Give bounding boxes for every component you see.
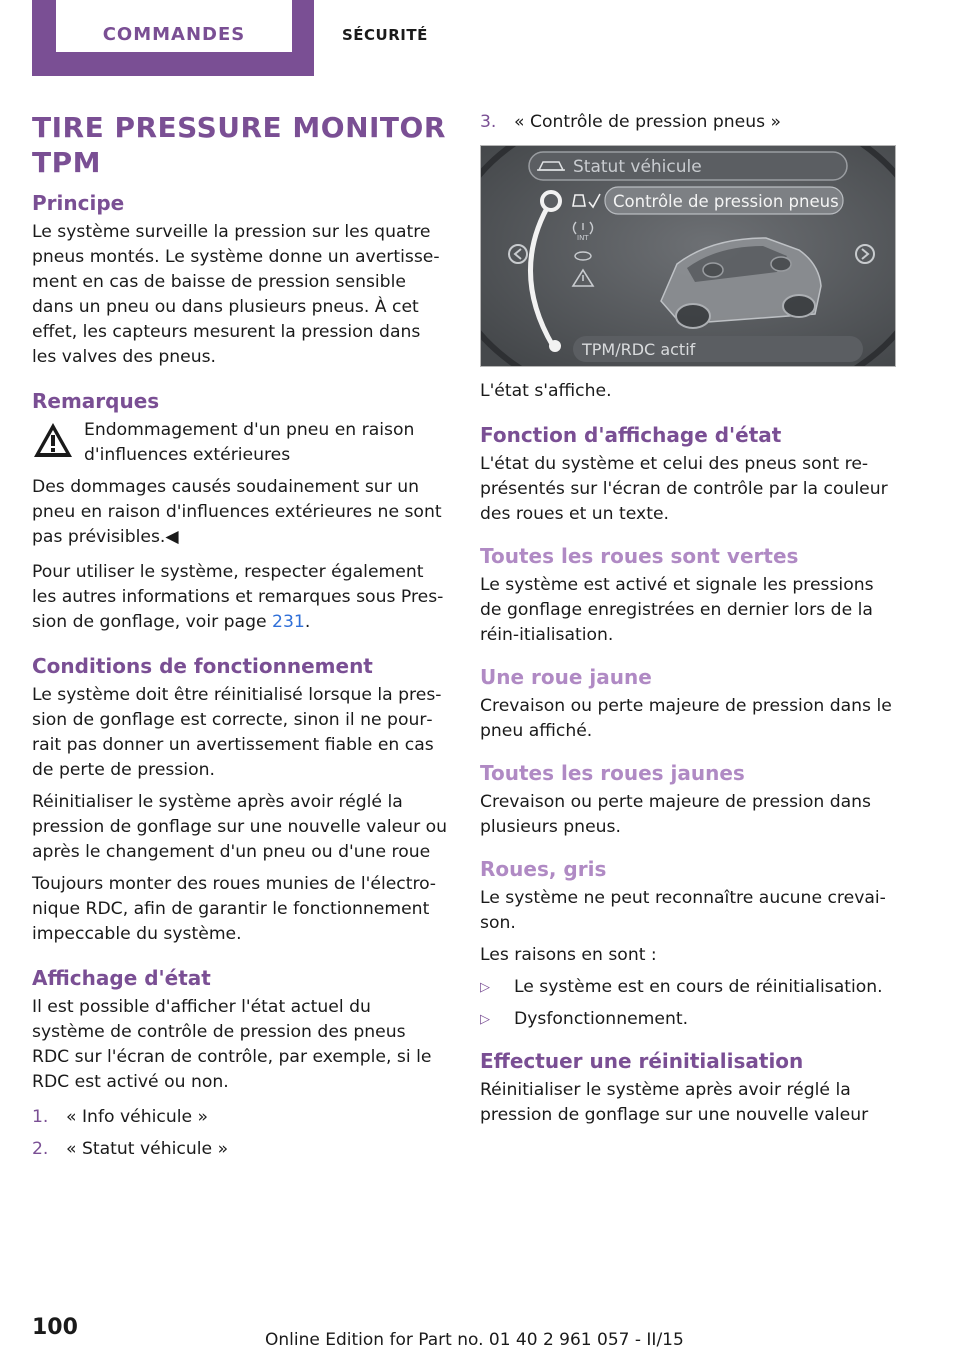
- affichage-paragraph: Il est possible d'afficher l'état actuel du système de contrôle de pression des pneus RDC sur l'écran de contrôle, par exemple, si le RDC est activé ou non.: [32, 997, 432, 1092]
- step-number: 2.: [32, 1139, 49, 1159]
- control-display-graphic: [481, 146, 895, 366]
- step-text: « Contrôle de pression pneus »: [514, 112, 782, 132]
- conditions-paragraph-2: Réinitialiser le système après avoir réglé la pression de gonflage sur une nouvelle valeur ou après le changement d'un pneu ou d'une roue: [32, 792, 448, 862]
- control-display-screenshot: [480, 145, 896, 367]
- right-column: [480, 110, 896, 1135]
- principe-heading: Principe: [32, 191, 125, 215]
- jaune-paragraph: Crevaison ou perte majeure de pression dans le pneu affiché.: [480, 696, 892, 741]
- reinit-heading: Effectuer une réinitialisation: [480, 1049, 804, 1073]
- step-number: 3.: [480, 112, 497, 132]
- gris-heading: Roues, gris: [480, 857, 607, 881]
- jaune-heading: Une roue jaune: [480, 665, 652, 689]
- principe-text: Le système surveille la pression sur les quatre pneus montés. Le système donne un avertisse‐ment en cas de baisse de pression sensible dans un pneu ou dans plusieurs pneus. À cet effet, les capteurs mesurent la pression dans les valves des pneus.: [32, 222, 440, 367]
- fonction-paragraph: L'état du système et celui des pneus sont re‐présentés sur l'écran de contrôle par la couleur des roues et un texte.: [480, 454, 888, 524]
- vertes-heading: Toutes les roues sont vertes: [480, 544, 799, 568]
- header-tab-commandes: [32, 0, 314, 76]
- bullet-triangle-icon: ▷: [480, 980, 490, 995]
- warning-triangle-icon: [32, 420, 74, 460]
- steps-list-continued: [480, 110, 896, 135]
- remarques-paragraph-2: [32, 560, 448, 635]
- left-column: [32, 110, 448, 1169]
- warning-text: Endommagement d'un pneu en raison d'influences extérieures: [84, 420, 415, 465]
- gris-paragraph-2: Les raisons en sont :: [480, 945, 657, 965]
- conditions-paragraph-3: Toujours monter des roues munies de l'électro‐nique RDC, afin de garantir le fonctionnement impeccable du système.: [32, 874, 436, 944]
- vertes-paragraph: Le système est activé et signale les pressions de gonflage enregistrées en dernier lors de la réin‐itialisation.: [480, 575, 874, 645]
- svg-text:INT: INT: [577, 234, 589, 242]
- conditions-heading: Conditions de fonctionnement: [32, 654, 373, 678]
- affichage-heading: Affichage d'état: [32, 966, 211, 990]
- remarques-paragraph-2-end: .: [304, 612, 311, 632]
- remarques-heading: Remarques: [32, 389, 160, 413]
- page-title-line1: TIRE PRESSURE MONITOR: [32, 111, 446, 144]
- page-link-231[interactable]: 231: [272, 612, 305, 632]
- page-title-line2: TPM: [32, 146, 101, 179]
- bullet-triangle-icon: ▷: [480, 1012, 490, 1027]
- edition-text: Online Edition for Part no. 01 40 2 961 057 - II/15: [265, 1330, 684, 1350]
- step-number: 1.: [32, 1107, 49, 1127]
- screen-menu-selected: Contrôle de pression pneus: [613, 192, 839, 211]
- reason-text: Le système est en cours de réinitialisation.: [514, 977, 883, 997]
- conditions-paragraph-1: Le système doit être réinitialisé lorsque la pres‐sion de gonflage est correcte, sinon il ne pour‐rait pas donner un avertissement fiable en cas de perte de pression.: [32, 685, 442, 780]
- screen-status-text: TPM/RDC actif: [582, 340, 696, 359]
- steps-list: [32, 1105, 448, 1162]
- list-item: [32, 1105, 448, 1130]
- remarques-paragraph-2-text: Pour utiliser le système, respecter également les autres informations et remarques sous Pres‐sion de gonflage, voir page: [32, 562, 444, 632]
- reinit-paragraph: Réinitialiser le système après avoir réglé la pression de gonflage sur une nouvelle valeur: [480, 1080, 869, 1125]
- step-text: « Statut véhicule »: [66, 1139, 229, 1159]
- remarques-paragraph-1: Des dommages causés soudainement sur un pneu en raison d'influences extérieures ne sont pas prévisibles.◀: [32, 477, 442, 547]
- reasons-list: [480, 975, 896, 1032]
- reason-text: Dysfonctionnement.: [514, 1009, 689, 1029]
- page-number: 100: [32, 1315, 78, 1340]
- header-tab-commandes-label: COMMANDES: [102, 24, 246, 45]
- jaunes-paragraph: Crevaison ou perte majeure de pression dans plusieurs pneus.: [480, 792, 871, 837]
- list-item: [32, 1137, 448, 1162]
- fonction-heading: Fonction d'affichage d'état: [480, 423, 782, 447]
- list-item: [480, 1007, 896, 1032]
- etat-text: L'état s'affiche.: [480, 381, 612, 401]
- jaunes-heading: Toutes les roues jaunes: [480, 761, 745, 785]
- gris-paragraph-1: Le système ne peut reconnaître aucune crevai‐son.: [480, 888, 886, 933]
- list-item: [480, 975, 896, 1000]
- page-title: [32, 110, 448, 180]
- screen-menu-top: Statut véhicule: [573, 157, 702, 177]
- warning-block: [32, 418, 448, 468]
- header-tab-securite: SÉCURITÉ: [342, 26, 428, 44]
- header-tab-commandes-label-box: [56, 0, 292, 52]
- list-item: [480, 110, 896, 135]
- step-text: « Info véhicule »: [66, 1107, 209, 1127]
